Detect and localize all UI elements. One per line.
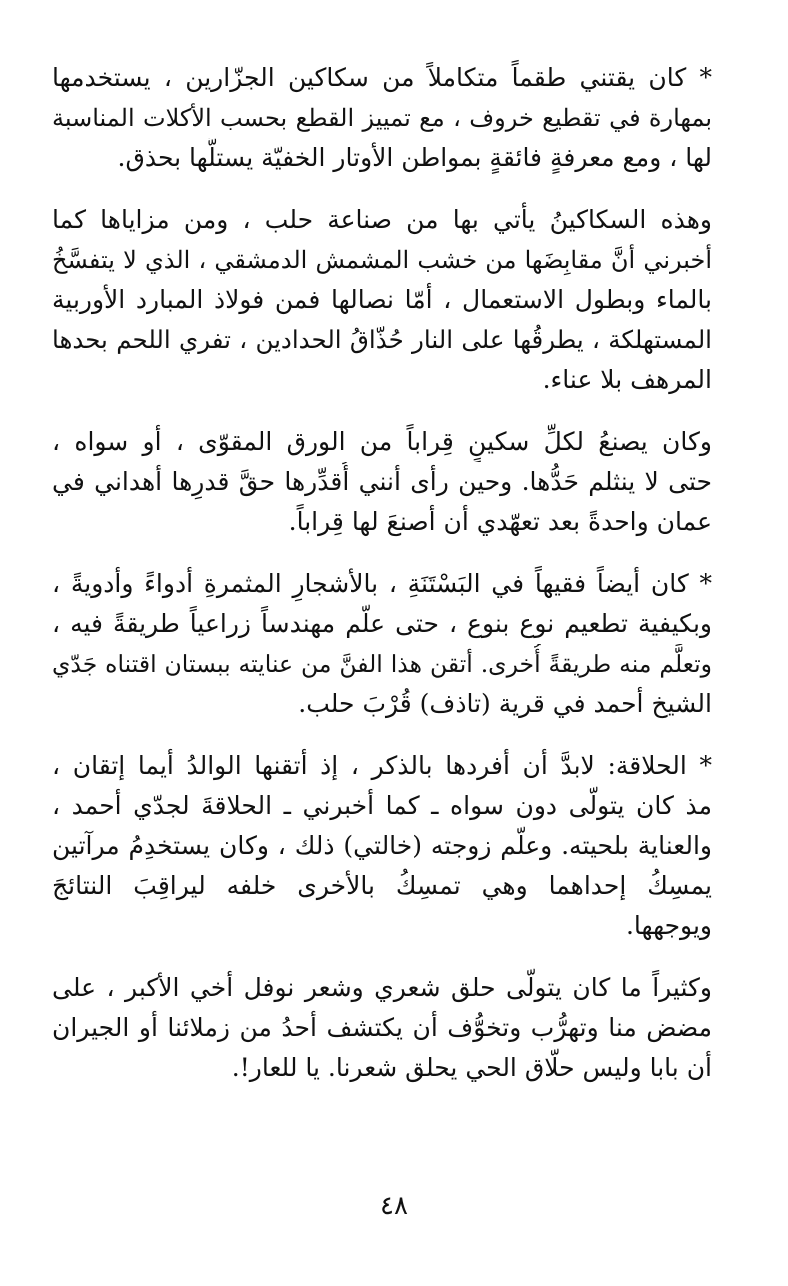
text-line: عمان واحدةً بعد تعهّدي أن أصنعَ لها قِراباً. xyxy=(288,507,712,536)
text-line: * كان أيضاً فقيهاً في البَسْتَنَةِ ، بالأشجارِ المثمرةِ أدواءً وأدويةً ، xyxy=(52,569,712,598)
text-line: لها ، ومع معرفةٍ فائقةٍ بمواطن الأوتار الخفيّة يستلُّها بحذق. xyxy=(117,143,712,172)
text-line: حتى لا ينثلم حَدُّها. وحين رأى أنني أُقدِّرها حقَّ قدرِها أهداني في xyxy=(52,467,712,496)
text-line: الشيخ أحمد في قرية (تاذف) قُرْبَ حلب. xyxy=(298,689,712,718)
paragraph-knives-set xyxy=(52,58,712,178)
text-line: ويوجهها. xyxy=(625,911,712,940)
text-line: بمهارة في تقطيع خروف ، مع تمييز القطع بحسب الأكلات المناسبة xyxy=(52,104,712,132)
text-line: * كان يقتني طقماً متكاملاً من سكاكين الجزّارين ، يستخدمها xyxy=(52,63,712,92)
paragraph-spacer xyxy=(52,724,712,746)
text-line: يمسِكُ إحداهما وهي تمسِكُ بالأخرى خلفه ليراقِبَ النتائجَ xyxy=(52,871,712,900)
text-line: أن بابا وليس حلّاق الحي يحلق شعرنا. يا للعار!. xyxy=(231,1053,712,1082)
text-line: أخبرني أنَّ مقابِضَها من خشب المشمش الدمشقي ، الذي لا يتفسَّخُ xyxy=(52,246,712,274)
text-line: المستهلكة ، يطرقُها على النار حُذّاقُ الحدادين ، تفري اللحم بحدها xyxy=(52,325,712,354)
book-page-text xyxy=(52,58,712,1088)
text-line: وكثيراً ما كان يتولّى حلق شعري وشعر نوفل أخي الأكبر ، على xyxy=(52,973,712,1002)
text-line: وكان يصنعُ لكلِّ سكينٍ قِراباً من الورق المقوّى ، أو سواه ، xyxy=(52,427,712,456)
text-line: وبكيفية تطعيم نوع بنوع ، حتى علّم مهندساً زراعياً طريقةً فيه ، xyxy=(52,609,712,638)
text-line: المرهف بلا عناء. xyxy=(542,365,712,394)
paragraph-spacer xyxy=(52,400,712,422)
paragraph-sheaths xyxy=(52,422,712,542)
text-line: * الحلاقة: لابدَّ أن أفردها بالذكر ، إذ أتقنها الوالدُ أيما إتقان ، xyxy=(52,751,712,780)
text-line: مضض منا وتهرُّب وتخوُّف أن يكتشف أحدُ من زملائنا أو الجيران xyxy=(52,1013,712,1042)
text-line: وتعلَّم منه طريقةً أُخرى. أتقن هذا الفنَّ من عنايته ببستان اقتناه جَدّي xyxy=(52,650,712,678)
paragraph-barbering xyxy=(52,746,712,946)
text-line: وهذه السكاكينُ يأتي بها من صناعة حلب ، ومن مزاياها كما xyxy=(52,205,712,234)
text-line: مذ كان يتولّى دون سواه ـ كما أخبرني ـ الحلاقةَ لجدّي أحمد ، xyxy=(52,791,712,820)
paragraph-spacer xyxy=(52,542,712,564)
text-line: والعناية بلحيته. وعلّم زوجته (خالتي) ذلك ، وكان يستخدِمُ مرآتين xyxy=(52,831,712,860)
paragraph-knives-origin xyxy=(52,200,712,400)
text-line: بالماء وبطول الاستعمال ، أمّا نصالها فمن فولاذ المبارد الأوربية xyxy=(52,285,712,314)
paragraph-spacer xyxy=(52,178,712,200)
paragraph-haircut xyxy=(52,968,712,1088)
paragraph-gardening xyxy=(52,564,712,724)
paragraph-spacer xyxy=(52,946,712,968)
page-number: ٤٨ xyxy=(380,1191,408,1221)
